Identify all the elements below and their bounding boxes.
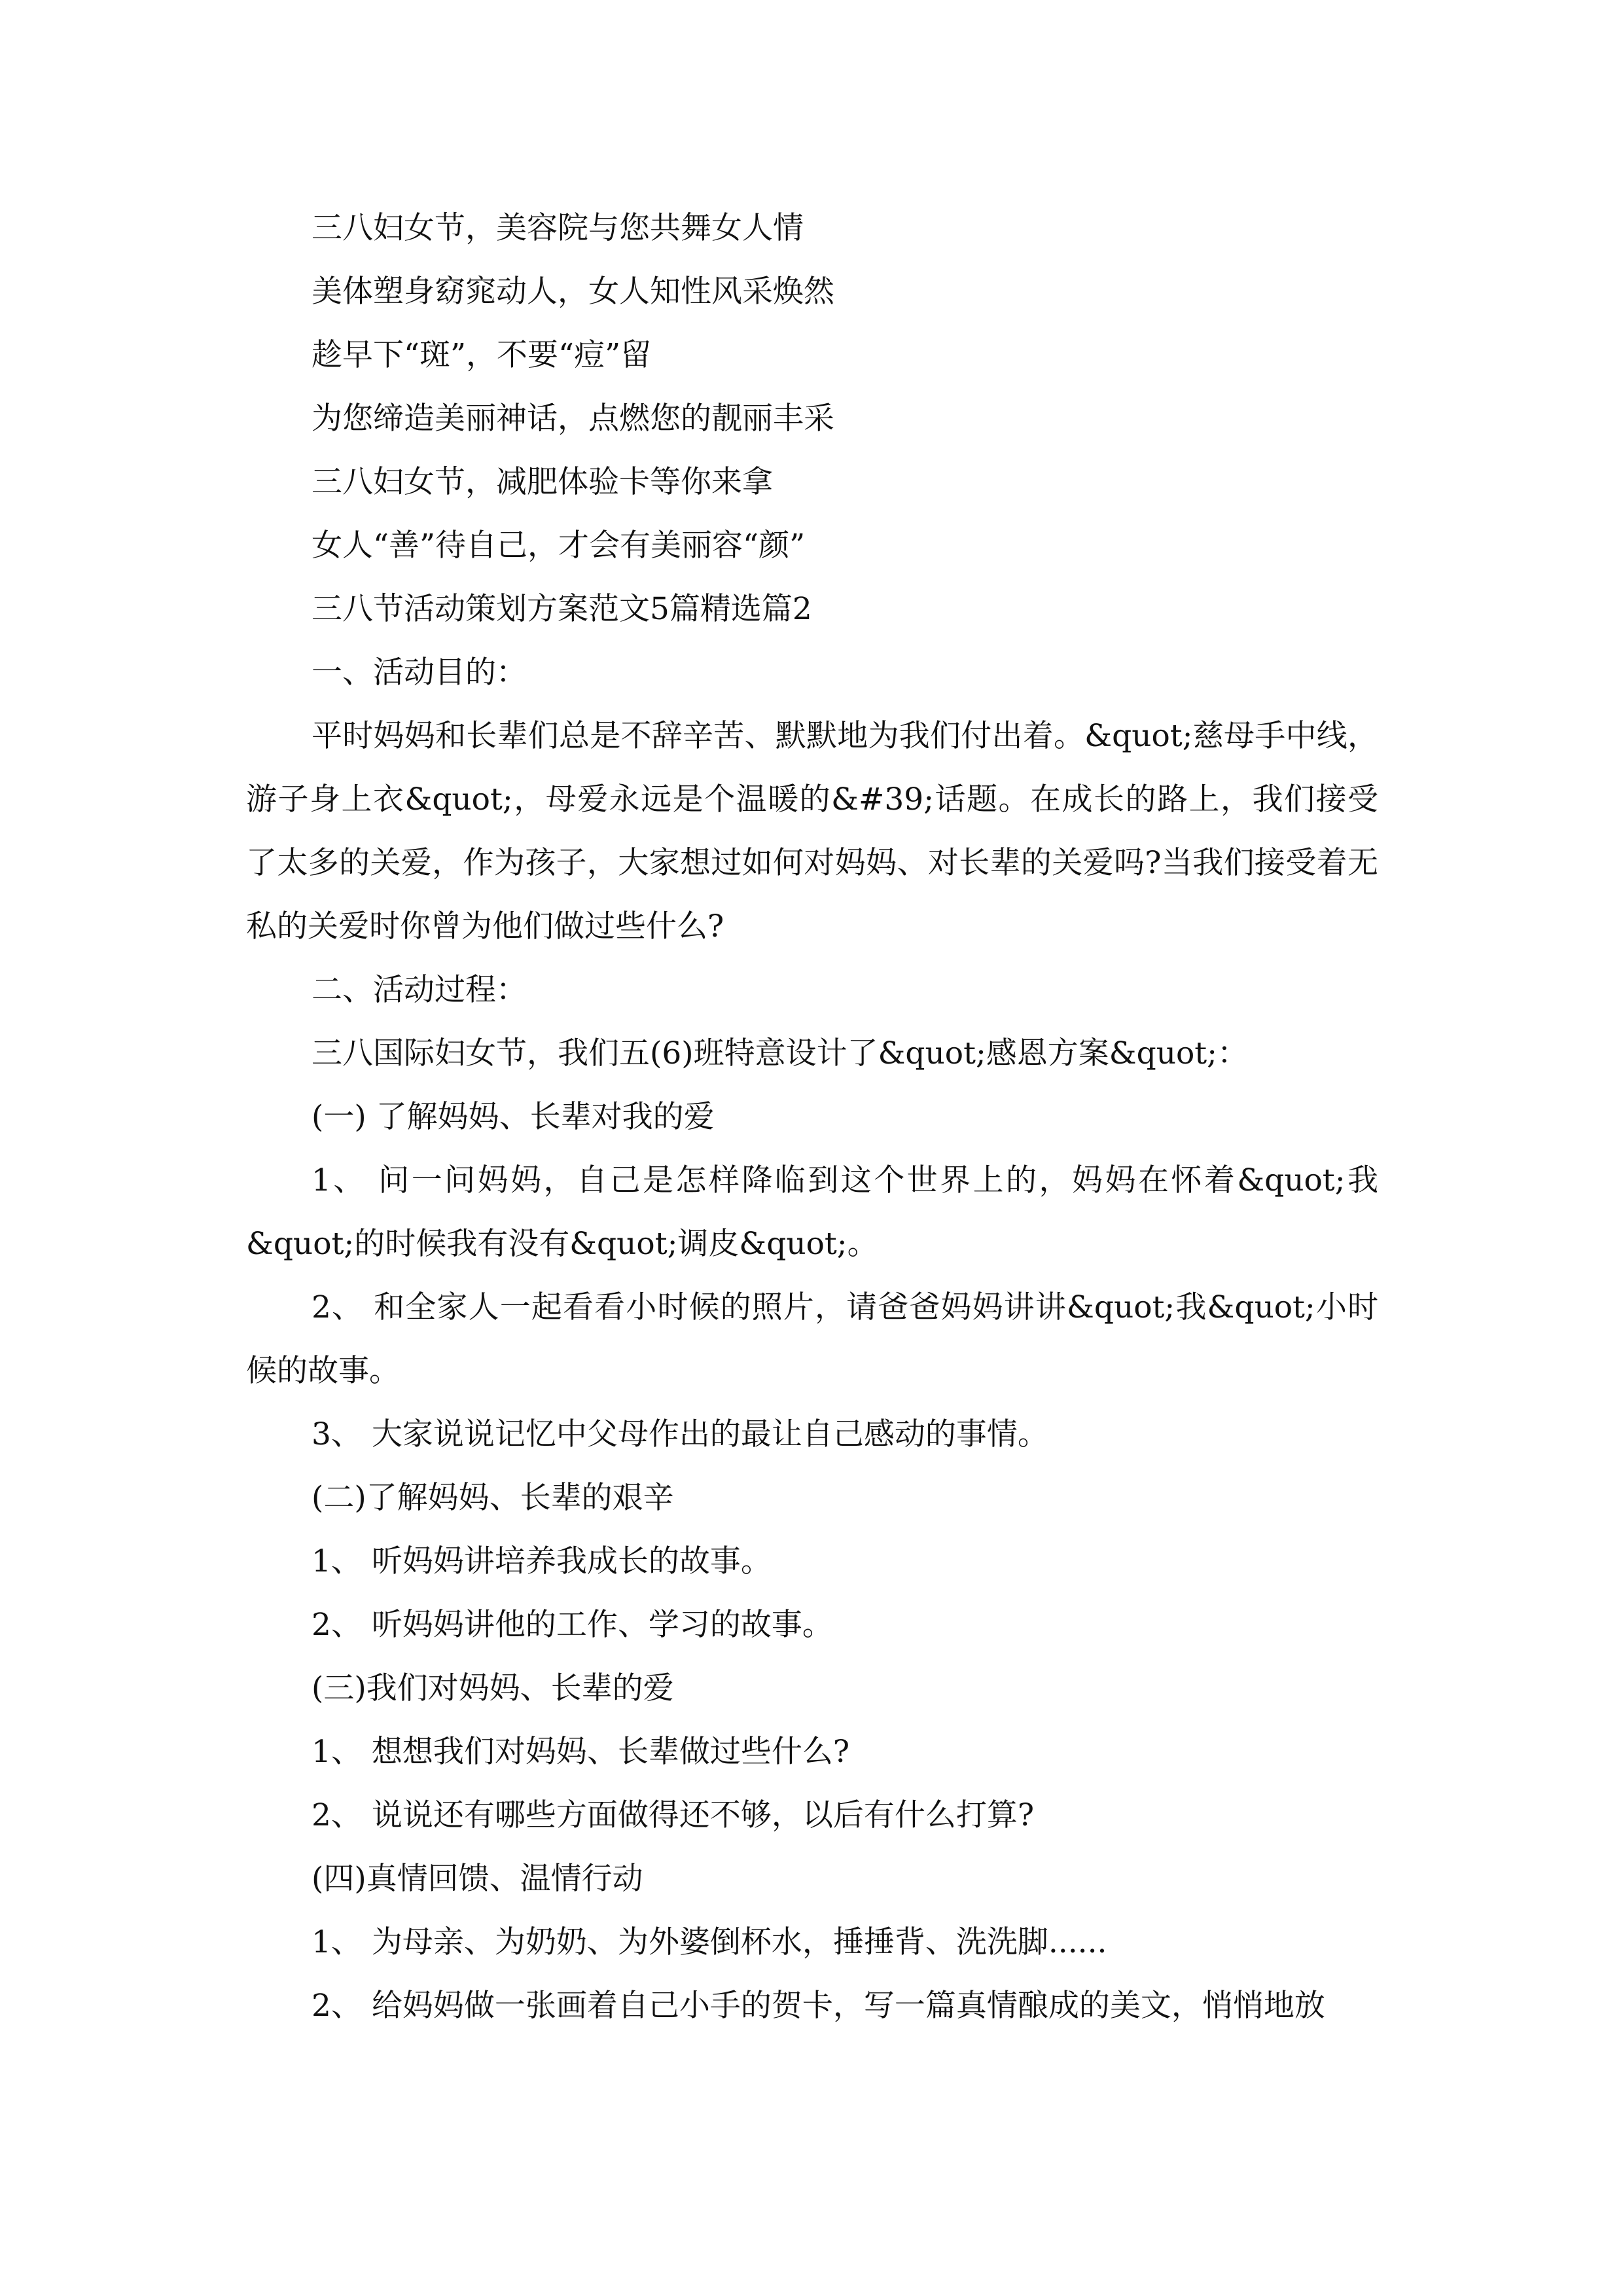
subsection-heading: (四)真情回馈、温情行动	[312, 1861, 643, 1897]
section-heading: 二、活动过程：	[312, 972, 527, 1008]
list-item: 1、 听妈妈讲培养我成长的故事。	[312, 1543, 772, 1579]
article-heading: 三八节活动策划方案范文5篇精选篇2	[312, 591, 812, 627]
list-item: 2、 听妈妈讲他的工作、学习的故事。	[312, 1607, 833, 1643]
list-item: 1、 为母亲、为奶奶、为外婆倒杯水，捶捶背、洗洗脚......	[312, 1924, 1107, 1960]
list-item: 2、 说说还有哪些方面做得还不够，以后有什么打算?	[312, 1797, 1035, 1833]
section-heading: 一、活动目的：	[312, 655, 527, 691]
document-body	[246, 196, 1378, 2037]
slogan-line: 为您缔造美丽神话，点燃您的靓丽丰采	[312, 401, 834, 437]
slogan-line: 三八妇女节，美容院与您共舞女人情	[312, 210, 804, 246]
subsection-heading: (三)我们对妈妈、长辈的爱	[312, 1670, 674, 1706]
subsection-heading: (一) 了解妈妈、长辈对我的爱	[312, 1099, 715, 1135]
slogan-line: 三八妇女节，减肥体验卡等你来拿	[312, 464, 773, 500]
subsection-heading: (二)了解妈妈、长辈的艰辛	[312, 1480, 674, 1516]
list-item: 2、 给妈妈做一张画着自己小手的贺卡，写一篇真情酿成的美文，悄悄地放	[312, 1988, 1325, 2024]
list-item: 1、 问一问妈妈，自己是怎样降临到这个世界上的，妈妈在怀着&quot;我&quot;的时候我有没有&quot;调皮&quot;。	[246, 1162, 1378, 1262]
slogan-line: 女人“善”待自己，才会有美丽容“颜”	[312, 528, 806, 564]
list-item: 2、 和全家人一起看看小时候的照片，请爸爸妈妈讲讲&quot;我&quot;小时候的故事。	[246, 1289, 1378, 1389]
list-item: 3、 大家说说记忆中父母作出的最让自己感动的事情。	[312, 1416, 1048, 1452]
section-intro: 三八国际妇女节，我们五(6)班特意设计了&quot;感恩方案&quot;：	[312, 1035, 1248, 1071]
slogan-line: 美体塑身窈窕动人，女人知性风采焕然	[312, 274, 834, 310]
list-item: 1、 想想我们对妈妈、长辈做过些什么?	[312, 1734, 850, 1770]
slogan-line: 趁早下“斑”，不要“痘”留	[312, 337, 652, 373]
purpose-paragraph: 平时妈妈和长辈们总是不辞辛苦、默默地为我们付出着。&quot;慈母手中线，游子身上衣&quot;，母爱永远是个温暖的&#39;话题。在成长的路上，我们接受了太多的关爱，作为孩子，大家想过如何对妈妈、对长辈的关爱吗?当我们接受着无私的关爱时你曾为他们做过些什么?	[246, 718, 1378, 944]
